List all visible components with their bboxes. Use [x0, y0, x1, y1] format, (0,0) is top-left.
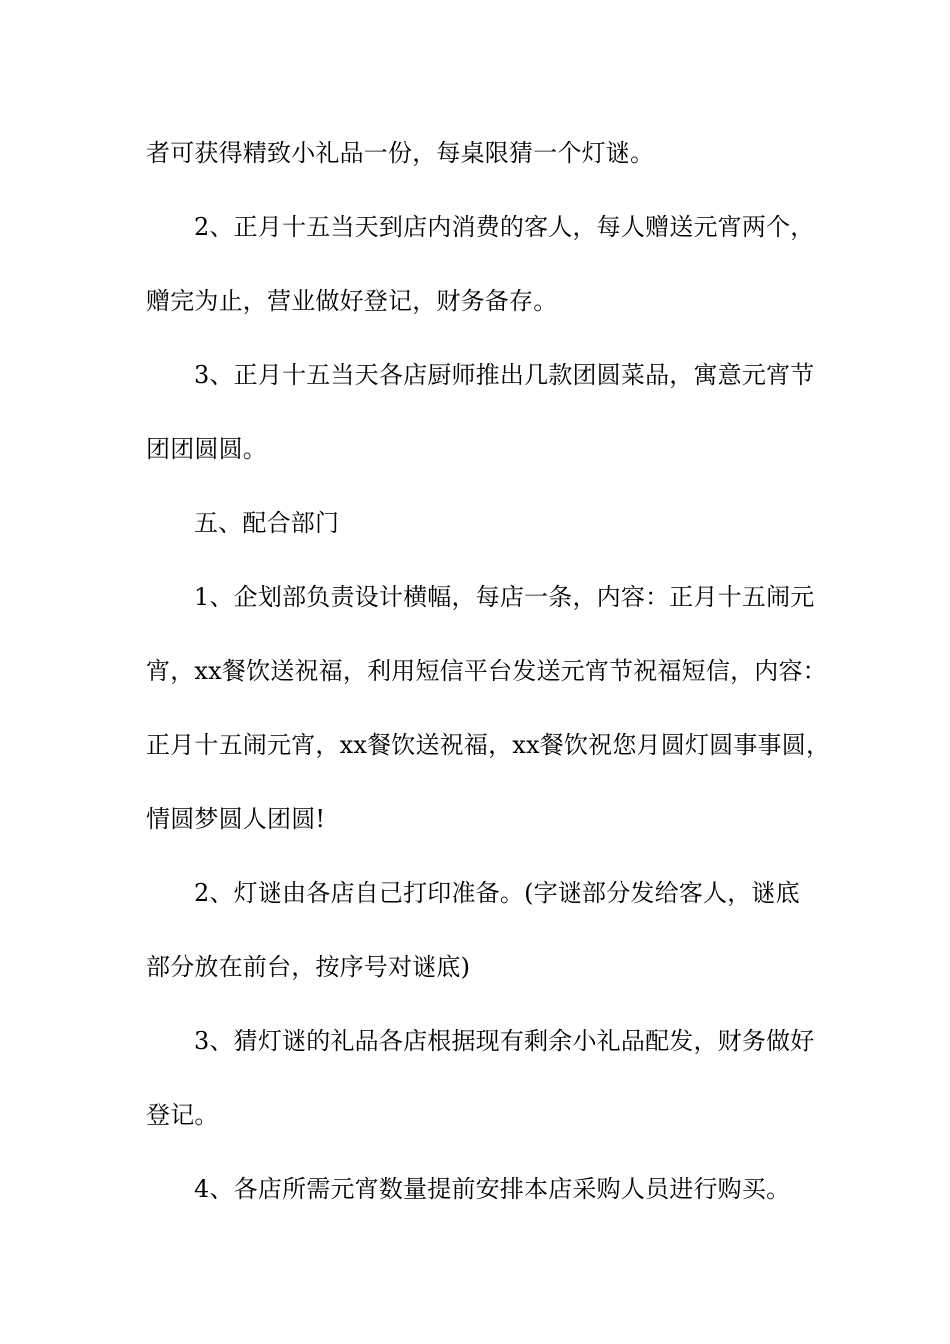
paragraph-line: 3、正月十五当天各店厨师推出几款团圆菜品，寓意元宵节: [194, 361, 815, 389]
section-heading: 五、配合部门: [194, 509, 340, 537]
paragraph-line: 3、猜灯谜的礼品各店根据现有剩余小礼品配发，财务做好: [194, 1027, 815, 1055]
paragraph-line: 团团圆圆。: [146, 435, 267, 463]
paragraph-line: 正月十五闹元宵，xx餐饮送祝福，xx餐饮祝您月圆灯圆事事圆，: [146, 731, 831, 759]
paragraph-line: 2、正月十五当天到店内消费的客人，每人赠送元宵两个，: [194, 213, 815, 241]
paragraph-line: 宵，xx餐饮送祝福，利用短信平台发送元宵节祝福短信，内容：: [146, 657, 827, 685]
paragraph-line: 者可获得精致小礼品一份，每桌限猜一个灯谜。: [146, 139, 655, 167]
paragraph-line: 情圆梦圆人团圆!: [146, 805, 326, 833]
paragraph-line: 2、灯谜由各店自己打印准备。(字谜部分发给客人，谜底: [194, 879, 800, 907]
paragraph-line: 4、各店所需元宵数量提前安排本店采购人员进行购买。: [194, 1175, 791, 1203]
paragraph-line: 部分放在前台，按序号对谜底): [146, 953, 471, 981]
paragraph-line: 登记。: [146, 1101, 219, 1129]
paragraph-line: 1、企划部负责设计横幅，每店一条，内容：正月十五闹元: [194, 583, 815, 611]
paragraph-line: 赠完为止，营业做好登记，财务备存。: [146, 287, 558, 315]
